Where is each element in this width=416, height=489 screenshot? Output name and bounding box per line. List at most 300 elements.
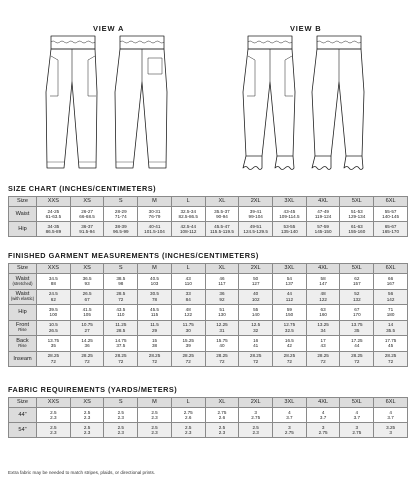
measurement-cell xyxy=(340,320,374,336)
metric-value: 2.3 xyxy=(151,415,158,420)
view-b-back-pants xyxy=(312,36,364,170)
measurement-cell xyxy=(70,274,104,290)
measurement-cell xyxy=(70,222,104,237)
metric-value: 72 xyxy=(253,358,259,364)
imperial-value: 28.25 xyxy=(182,353,194,359)
imperial-value: 4 xyxy=(288,409,291,415)
measurement-cell xyxy=(239,222,273,237)
measurement-cell xyxy=(374,408,408,423)
imperial-value: 2.5 xyxy=(151,409,158,415)
measurement-cell xyxy=(138,274,172,290)
imperial-value: 28.25 xyxy=(47,353,60,359)
measurement-cell xyxy=(273,305,307,321)
row-label xyxy=(9,207,37,222)
table-row xyxy=(9,207,408,222)
imperial-value: 30-31 xyxy=(148,208,161,214)
imperial-value: 65-67 xyxy=(384,223,397,229)
metric-value: 72 xyxy=(185,358,191,364)
metric-value: 132 xyxy=(352,296,361,302)
measurement-cell xyxy=(70,336,104,352)
measurement-cell xyxy=(306,408,340,423)
row-label xyxy=(9,423,37,438)
metric-value: 92 xyxy=(219,296,225,302)
imperial-value: 45.5 xyxy=(150,306,159,312)
imperial-value: 24-25 xyxy=(47,208,60,214)
size-column-header: 5XL xyxy=(340,398,374,408)
metric-value: 96.5-99 xyxy=(113,229,129,234)
measurement-cell xyxy=(374,351,408,367)
measurement-cell xyxy=(340,222,374,237)
metric-value: 43 xyxy=(320,343,326,349)
size-column-header: XL xyxy=(205,197,239,207)
metric-value: 150 xyxy=(285,312,294,318)
metric-value: 3.7 xyxy=(319,415,327,420)
imperial-value: 14.25 xyxy=(81,337,93,343)
metric-value: 29 xyxy=(151,327,158,333)
row-label-text: 44" xyxy=(18,412,27,418)
imperial-value: 67 xyxy=(354,306,360,312)
metric-value: 142 xyxy=(386,296,395,302)
row-label-subtext: Rise xyxy=(18,327,27,333)
measurement-cell xyxy=(70,351,104,367)
size-column-header: 5XL xyxy=(340,264,374,274)
measurement-cell xyxy=(205,305,239,321)
imperial-value: 2.75 xyxy=(217,409,227,415)
row-label xyxy=(9,320,37,336)
metric-value: 140 xyxy=(251,312,260,318)
imperial-value: 28.25 xyxy=(384,353,397,359)
imperial-value: 61-63 xyxy=(350,223,363,229)
imperial-value: 36-37 xyxy=(81,223,93,229)
metric-value: 157 xyxy=(352,281,361,287)
imperial-value: 58 xyxy=(320,275,326,281)
imperial-value: 12.75 xyxy=(283,322,296,328)
metric-value: 35 xyxy=(50,343,56,349)
measurement-cell xyxy=(239,423,273,438)
metric-value: 165-170 xyxy=(382,229,400,234)
measurement-cell xyxy=(306,207,340,222)
imperial-value: 17.75 xyxy=(384,337,397,343)
measurement-cell xyxy=(205,423,239,438)
row-label-text: Waist xyxy=(15,275,30,282)
size-column-header: 3XL xyxy=(273,398,307,408)
measurement-cell xyxy=(205,289,239,305)
measurement-cell xyxy=(70,408,104,423)
imperial-value: 11.5 xyxy=(150,322,159,328)
imperial-value: 48 xyxy=(320,291,326,297)
metric-value: 41 xyxy=(253,343,259,349)
measurement-cell xyxy=(374,289,408,305)
row-label-text: Waist xyxy=(15,291,30,298)
measurement-cell xyxy=(37,207,71,222)
metric-value: 101.5-104 xyxy=(144,229,165,234)
imperial-value: 28.5 xyxy=(116,291,126,297)
imperial-value: 28.25 xyxy=(317,353,329,359)
measurement-cell xyxy=(104,320,138,336)
metric-value: 110 xyxy=(184,281,192,287)
metric-value: 84 xyxy=(185,296,191,302)
row-label-text: Back xyxy=(16,337,29,344)
measurement-cell xyxy=(104,289,138,305)
size-column-header: S xyxy=(104,264,138,274)
imperial-value: 15.25 xyxy=(182,337,194,343)
finished-measurements-title: FINISHED GARMENT MEASUREMENTS (INCHES/CENTIMETERS) xyxy=(8,251,259,260)
metric-value: 112 xyxy=(285,296,294,302)
measurement-cell xyxy=(205,222,239,237)
imperial-value: 28.25 xyxy=(249,353,262,359)
size-column-header: 4XL xyxy=(306,264,340,274)
size-column-header: 6XL xyxy=(374,264,408,274)
measurement-cell xyxy=(205,207,239,222)
metric-value: 72 xyxy=(84,358,90,364)
metric-value: 86.5-89 xyxy=(45,229,62,234)
measurement-cell xyxy=(171,289,205,305)
metric-value: 122 xyxy=(319,296,327,302)
measurement-cell xyxy=(37,289,71,305)
metric-value: 130 xyxy=(218,312,226,318)
technical-drawings xyxy=(0,0,416,180)
imperial-value: 57-59 xyxy=(317,223,329,229)
footnote: Extra fabric may be needed to match stripes, plaids, or directional prints. xyxy=(8,470,156,475)
metric-value: 34 xyxy=(320,327,326,333)
metric-value: 2.3 xyxy=(185,430,192,435)
row-label-subtext: (with elastic) xyxy=(10,296,35,302)
imperial-value: 28-29 xyxy=(114,208,127,214)
metric-value: 109-114.5 xyxy=(279,214,300,219)
imperial-value: 55 xyxy=(253,306,259,312)
imperial-value: 4 xyxy=(355,409,359,415)
imperial-value: 13.75 xyxy=(351,322,363,328)
imperial-value: 2.5 xyxy=(252,424,259,430)
imperial-value: 2.5 xyxy=(50,409,57,415)
measurement-cell xyxy=(37,274,71,290)
metric-value: 66-68.5 xyxy=(79,214,95,219)
measurement-cell xyxy=(273,408,307,423)
metric-value: 145-150 xyxy=(314,229,332,234)
measurement-cell xyxy=(171,351,205,367)
size-column-header: 4XL xyxy=(306,197,340,207)
imperial-value: 2.5 xyxy=(185,424,192,430)
imperial-value: 13.75 xyxy=(47,337,60,343)
measurement-cell xyxy=(171,336,205,352)
size-column-header: 2XL xyxy=(239,264,273,274)
imperial-value: 41.5 xyxy=(82,306,92,312)
measurement-cell xyxy=(37,305,71,321)
metric-value: 61-63.5 xyxy=(45,214,62,219)
metric-value: 103 xyxy=(150,281,159,287)
measurement-cell xyxy=(138,305,172,321)
measurement-cell xyxy=(374,274,408,290)
metric-value: 91.5-94 xyxy=(79,229,95,234)
imperial-value: 12.25 xyxy=(216,322,228,328)
measurement-cell xyxy=(138,207,172,222)
measurement-cell xyxy=(205,408,239,423)
row-label-text: 54" xyxy=(18,427,27,433)
metric-value: 71-74 xyxy=(114,214,127,219)
imperial-value: 40-41 xyxy=(148,223,161,229)
imperial-value: 2.5 xyxy=(218,424,226,430)
imperial-value: 42.5-44 xyxy=(180,223,197,229)
measurement-cell xyxy=(340,351,374,367)
metric-value: 72 xyxy=(219,358,225,364)
measurement-cell xyxy=(37,336,71,352)
metric-value: 30 xyxy=(185,327,191,333)
imperial-value: 66 xyxy=(388,275,394,281)
metric-value: 72 xyxy=(388,358,394,364)
measurement-cell xyxy=(239,305,273,321)
metric-value: 110 xyxy=(117,312,125,318)
size-column-header: M xyxy=(138,197,172,207)
imperial-value: 45.5-47 xyxy=(214,223,230,229)
measurement-cell xyxy=(306,320,340,336)
table-row xyxy=(9,320,408,336)
metric-value: 88 xyxy=(50,281,56,287)
size-chart-table xyxy=(8,196,408,237)
metric-value: 72 xyxy=(118,296,124,302)
measurement-cell xyxy=(306,423,340,438)
measurement-cell xyxy=(306,289,340,305)
imperial-value: 52 xyxy=(354,291,360,297)
size-column-header: XL xyxy=(205,398,239,408)
measurement-cell xyxy=(306,222,340,237)
view-a-front-pants xyxy=(46,36,97,168)
metric-value: 140-145 xyxy=(382,214,400,219)
table-row xyxy=(9,351,408,367)
metric-value: 37.5 xyxy=(116,343,126,349)
imperial-value: 39.5 xyxy=(48,306,58,312)
measurement-cell xyxy=(340,408,374,423)
imperial-value: 14.75 xyxy=(115,337,127,343)
imperial-value: 4 xyxy=(321,409,325,415)
metric-value: 2.3 xyxy=(117,415,124,420)
measurement-cell xyxy=(374,320,408,336)
row-label-text: Waist xyxy=(15,211,30,217)
imperial-value: 15 xyxy=(151,337,158,343)
metric-value: 147 xyxy=(319,281,327,287)
header-row xyxy=(9,197,408,207)
measurement-cell xyxy=(171,274,205,290)
metric-value: 35.5 xyxy=(386,327,396,333)
imperial-value: 2.5 xyxy=(83,409,91,415)
metric-value: 2.6 xyxy=(185,415,192,420)
measurement-cell xyxy=(239,336,273,352)
size-column-header: M xyxy=(138,264,172,274)
metric-value: 72 xyxy=(320,358,326,364)
metric-value: 2.75 xyxy=(318,430,328,435)
measurement-cell xyxy=(70,207,104,222)
measurement-cell xyxy=(104,305,138,321)
fabric-requirements-title: FABRIC REQUIREMENTS (YARDS/METERS) xyxy=(8,385,178,394)
size-column-header: S xyxy=(104,197,138,207)
metric-value: 45 xyxy=(388,343,394,349)
metric-value: 3.7 xyxy=(387,415,394,420)
imperial-value: 2.5 xyxy=(151,424,158,430)
metric-value: 2.3 xyxy=(252,430,259,435)
view-b-title: VIEW B xyxy=(290,24,322,33)
metric-value: 35 xyxy=(354,327,360,333)
imperial-value: 10.75 xyxy=(81,322,93,328)
measurement-cell xyxy=(138,423,172,438)
imperial-value: 43 xyxy=(185,275,191,281)
view-a-title: VIEW A xyxy=(93,24,125,33)
row-label-text: Front xyxy=(15,322,30,329)
measurement-cell xyxy=(374,336,408,352)
measurement-cell xyxy=(273,207,307,222)
imperial-value: 44 xyxy=(286,291,292,297)
size-column-header: XS xyxy=(70,264,104,274)
size-column-header: S xyxy=(104,398,138,408)
row-label xyxy=(9,274,37,290)
imperial-value: 17.25 xyxy=(351,337,363,343)
table-row xyxy=(9,423,408,438)
metric-value: 102 xyxy=(251,296,260,302)
metric-value: 98 xyxy=(118,281,124,287)
metric-value: 28.5 xyxy=(116,327,126,333)
imperial-value: 54 xyxy=(286,275,292,281)
view-a-back-pants xyxy=(115,36,167,168)
metric-value: 135-140 xyxy=(280,229,298,234)
size-column-header: 6XL xyxy=(374,398,408,408)
measurement-cell xyxy=(171,320,205,336)
metric-value: 170 xyxy=(352,312,361,318)
imperial-value: 3 xyxy=(355,424,359,430)
metric-value: 119-124 xyxy=(314,214,332,219)
metric-value: 40 xyxy=(219,343,225,349)
imperial-value: 16 xyxy=(253,337,259,343)
imperial-value: 49-51 xyxy=(249,223,262,229)
metric-value: 115.5-119.5 xyxy=(210,229,234,234)
imperial-value: 10.5 xyxy=(48,322,58,328)
imperial-value: 38.5 xyxy=(116,275,126,281)
measurement-cell xyxy=(138,320,172,336)
measurement-cell xyxy=(239,274,273,290)
imperial-value: 3.25 xyxy=(386,424,396,430)
metric-value: 155-160 xyxy=(348,229,366,234)
metric-value: 122 xyxy=(184,312,193,318)
measurement-cell xyxy=(239,351,273,367)
imperial-value: 2.5 xyxy=(117,409,124,415)
metric-value: 3 xyxy=(389,430,392,435)
size-column-header: XS xyxy=(70,398,104,408)
table-row xyxy=(9,274,408,290)
measurement-cell xyxy=(37,351,71,367)
metric-value: 108-112 xyxy=(179,229,197,234)
imperial-value: 33 xyxy=(185,291,191,297)
measurement-cell xyxy=(273,320,307,336)
imperial-value: 47-49 xyxy=(317,208,329,214)
imperial-value: 71 xyxy=(388,306,394,312)
table-row xyxy=(9,305,408,321)
metric-value: 2.75 xyxy=(251,415,261,420)
imperial-value: 2.5 xyxy=(50,424,57,430)
imperial-value: 55-57 xyxy=(384,208,397,214)
size-column-header: XXS xyxy=(37,264,71,274)
metric-value: 72 xyxy=(354,358,360,364)
view-b-front-pants xyxy=(243,36,295,170)
size-header-cell: Size xyxy=(9,264,37,274)
metric-value: 26.5 xyxy=(48,327,58,333)
imperial-value: 48 xyxy=(185,306,191,312)
imperial-value: 26.5 xyxy=(82,291,92,297)
size-column-header: XS xyxy=(70,197,104,207)
measurement-cell xyxy=(340,336,374,352)
metric-value: 115 xyxy=(150,312,159,318)
measurement-cell xyxy=(70,289,104,305)
measurement-cell xyxy=(306,336,340,352)
metric-value: 62 xyxy=(50,296,56,302)
imperial-value: 43-45 xyxy=(283,208,296,214)
measurement-cell xyxy=(239,320,273,336)
row-label xyxy=(9,222,37,237)
imperial-value: 16.5 xyxy=(284,337,294,343)
measurement-cell xyxy=(239,289,273,305)
imperial-value: 34.5 xyxy=(48,275,58,281)
imperial-value: 35.5-37 xyxy=(214,208,230,214)
row-label xyxy=(9,408,37,423)
measurement-cell xyxy=(70,305,104,321)
metric-value: 2.3 xyxy=(117,430,124,435)
measurement-cell xyxy=(104,222,138,237)
measurement-cell xyxy=(340,207,374,222)
metric-value: 32.5 xyxy=(284,327,294,333)
measurement-cell xyxy=(374,423,408,438)
measurement-cell xyxy=(273,289,307,305)
size-column-header: L xyxy=(171,197,205,207)
imperial-value: 28.25 xyxy=(115,353,127,359)
imperial-value: 51-53 xyxy=(350,208,363,214)
imperial-value: 11.25 xyxy=(115,322,127,328)
metric-value: 160 xyxy=(319,312,327,318)
imperial-value: 28.25 xyxy=(148,353,161,359)
measurement-cell xyxy=(273,423,307,438)
row-label-subtext: Rise xyxy=(18,342,27,348)
measurement-cell xyxy=(273,274,307,290)
size-column-header: 4XL xyxy=(306,398,340,408)
metric-value: 27 xyxy=(84,327,90,333)
metric-value: 127 xyxy=(251,281,260,287)
imperial-value: 30.5 xyxy=(150,291,159,297)
metric-value: 100 xyxy=(49,312,58,318)
measurement-cell xyxy=(171,423,205,438)
row-label xyxy=(9,351,37,367)
metric-value: 105 xyxy=(83,312,91,318)
row-label xyxy=(9,336,37,352)
measurement-cell xyxy=(306,274,340,290)
imperial-value: 40 xyxy=(253,291,259,297)
measurement-cell xyxy=(104,408,138,423)
size-column-header: L xyxy=(171,398,205,408)
measurement-cell xyxy=(104,274,138,290)
metric-value: 32 xyxy=(253,327,259,333)
measurement-cell xyxy=(239,408,273,423)
measurement-cell xyxy=(205,274,239,290)
imperial-value: 13.25 xyxy=(317,322,329,328)
metric-value: 167 xyxy=(386,281,395,287)
imperial-value: 53-55 xyxy=(283,223,296,229)
imperial-value: 17 xyxy=(320,337,326,343)
measurement-cell xyxy=(171,408,205,423)
metric-value: 2.3 xyxy=(50,430,57,435)
header-row xyxy=(9,398,408,408)
metric-value: 124.5-129.5 xyxy=(243,229,268,234)
imperial-value: 28.25 xyxy=(351,353,363,359)
metric-value: 2.6 xyxy=(218,415,226,420)
measurement-cell xyxy=(273,351,307,367)
row-label-text: Hip xyxy=(18,309,27,316)
metric-value: 36 xyxy=(84,343,90,349)
imperial-value: 51 xyxy=(219,306,225,312)
metric-value: 39 xyxy=(185,343,191,349)
